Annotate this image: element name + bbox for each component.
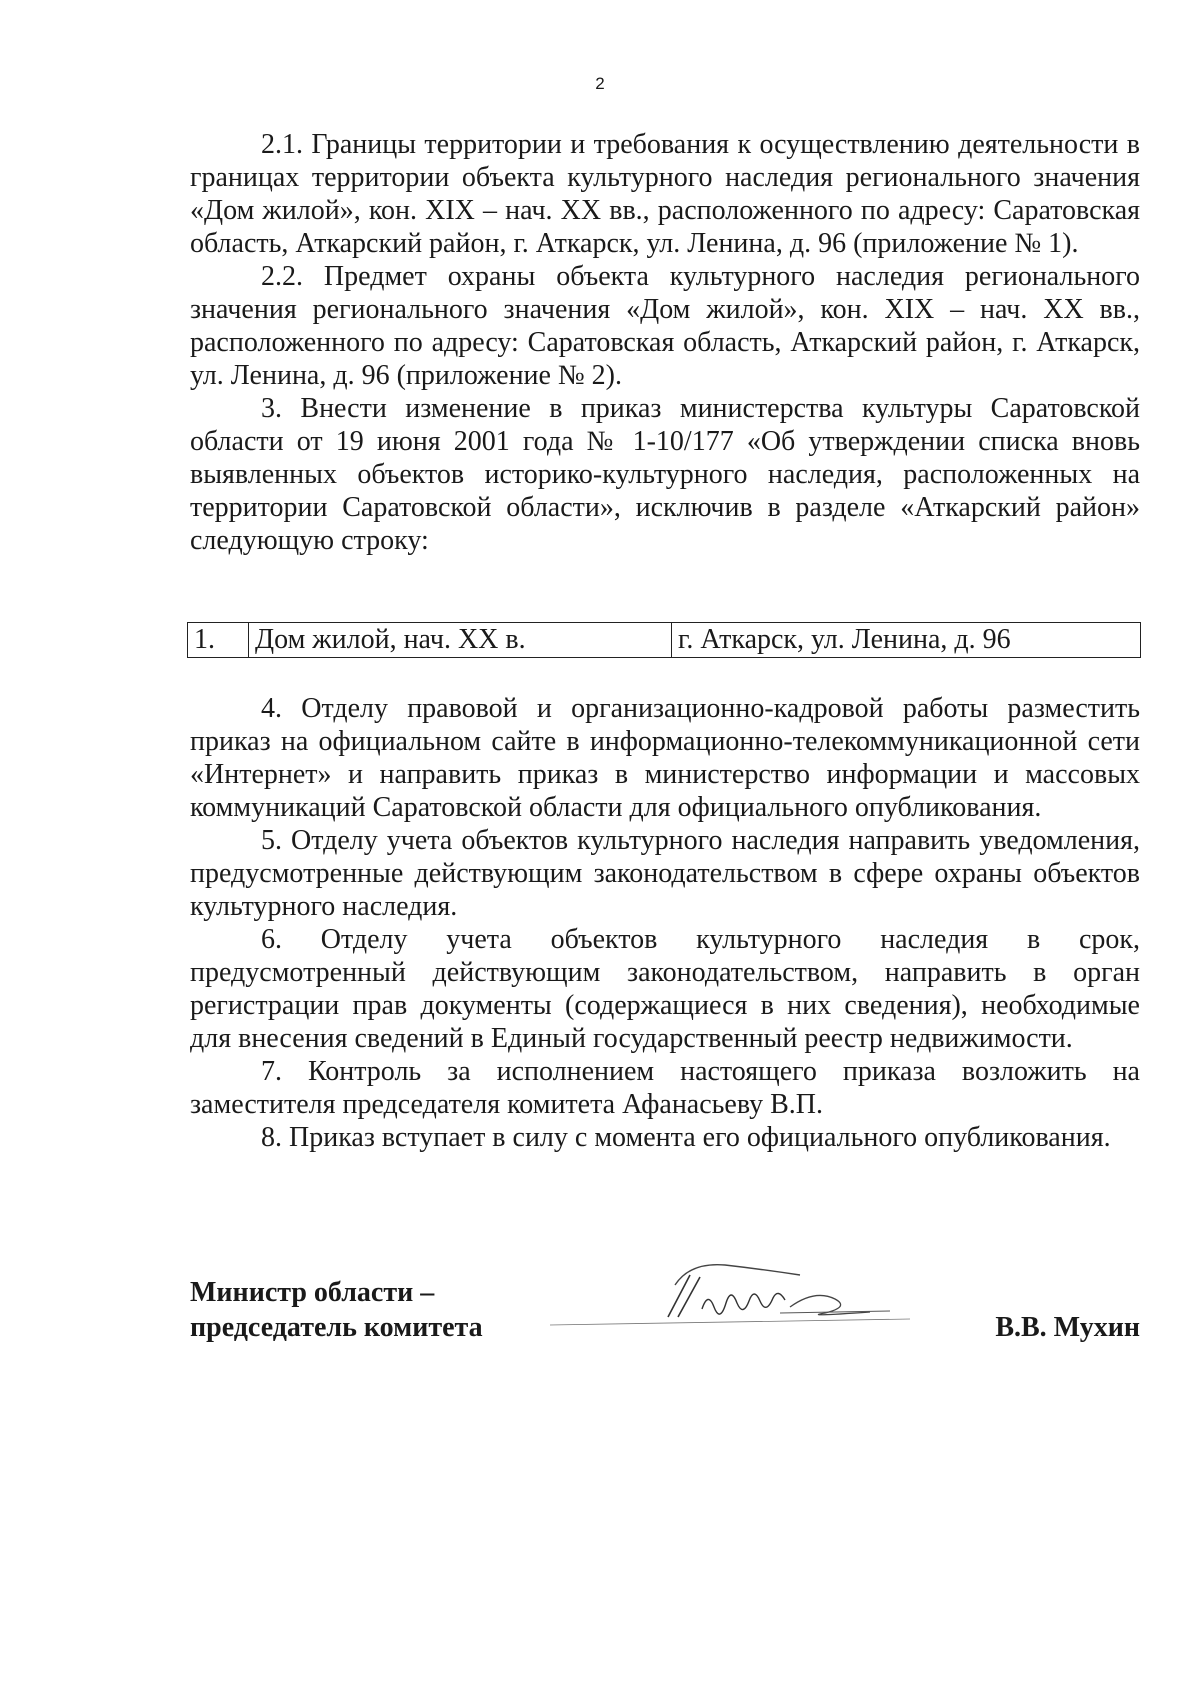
signatory-title — [190, 1275, 483, 1345]
paragraph-5: 5. Отделу учета объектов культурного наследия направить уведомления, предусмотренные действующим законодательством в сфере охраны объектов культурного наследия. — [190, 825, 1140, 922]
table-row — [188, 623, 1141, 658]
page-number: 2 — [595, 74, 605, 93]
paragraph-7: 7. Контроль за исполнением настоящего приказа возложить на заместителя председателя комитета Афанасьеву В.П. — [190, 1056, 1140, 1120]
paragraph-6: 6. Отделу учета объектов культурного наследия в срок, предусмотренный действующим законодательством, направить в орган регистрации прав документы (содержащиеся в них сведения), необходимые для внесения сведений в Единый государственный реестр недвижимости. — [190, 924, 1140, 1054]
paragraphs-before-table — [190, 128, 1140, 557]
paragraph-4: 4. Отделу правовой и организационно-кадровой работы разместить приказ на официальном сайте в информационно-телекоммуникационной сети «Интернет» и направить приказ в министерство информации и массовых коммуникаций Саратовской области для официального опубликования. — [190, 693, 1140, 823]
paragraphs-after-table — [190, 692, 1140, 1154]
excluded-row-table — [187, 622, 1141, 658]
row-number-cell: 1. — [188, 623, 249, 658]
paragraph-2-1: 2.1. Границы территории и требования к осуществлению деятельности в границах территории объекта культурного наследия регионального значения «Дом жилой», кон. XIX – нач. XX вв., расположенного по адресу: Саратовская область, Аткарский район, г. Аткарск, ул. Ленина, д. 96 (приложение № 1). — [190, 129, 1140, 259]
handwritten-signature — [550, 1257, 910, 1337]
signatory-title-line-1: Министр области – — [190, 1277, 435, 1308]
paragraph-3: 3. Внести изменение в приказ министерства культуры Саратовской области от 19 июня 2001 года № 1-10/177 «Об утверждении списка вновь выявленных объектов историко-культурного наследия, расположенных на территории Саратовской области», исключив в разделе «Аткарский район» следующую строку: — [190, 393, 1140, 556]
signature-block — [190, 1275, 1140, 1355]
paragraph-2-2: 2.2. Предмет охраны объекта культурного наследия регионального значения регионального значения «Дом жилой», кон. XIX – нач. XX вв., расположенного по адресу: Саратовская область, Аткарский район, г. Аткарск, ул. Ленина, д. 96 (приложение № 2). — [190, 261, 1140, 391]
signatory-name: В.В. Мухин — [995, 1312, 1140, 1343]
object-name-cell: Дом жилой, нач. XX в. — [249, 623, 672, 658]
paragraph-8: 8. Приказ вступает в силу с момента его официального опубликования. — [261, 1122, 1111, 1153]
signatory-title-line-2: председатель комитета — [190, 1312, 483, 1343]
object-address-cell: г. Аткарск, ул. Ленина, д. 96 — [672, 623, 1141, 658]
